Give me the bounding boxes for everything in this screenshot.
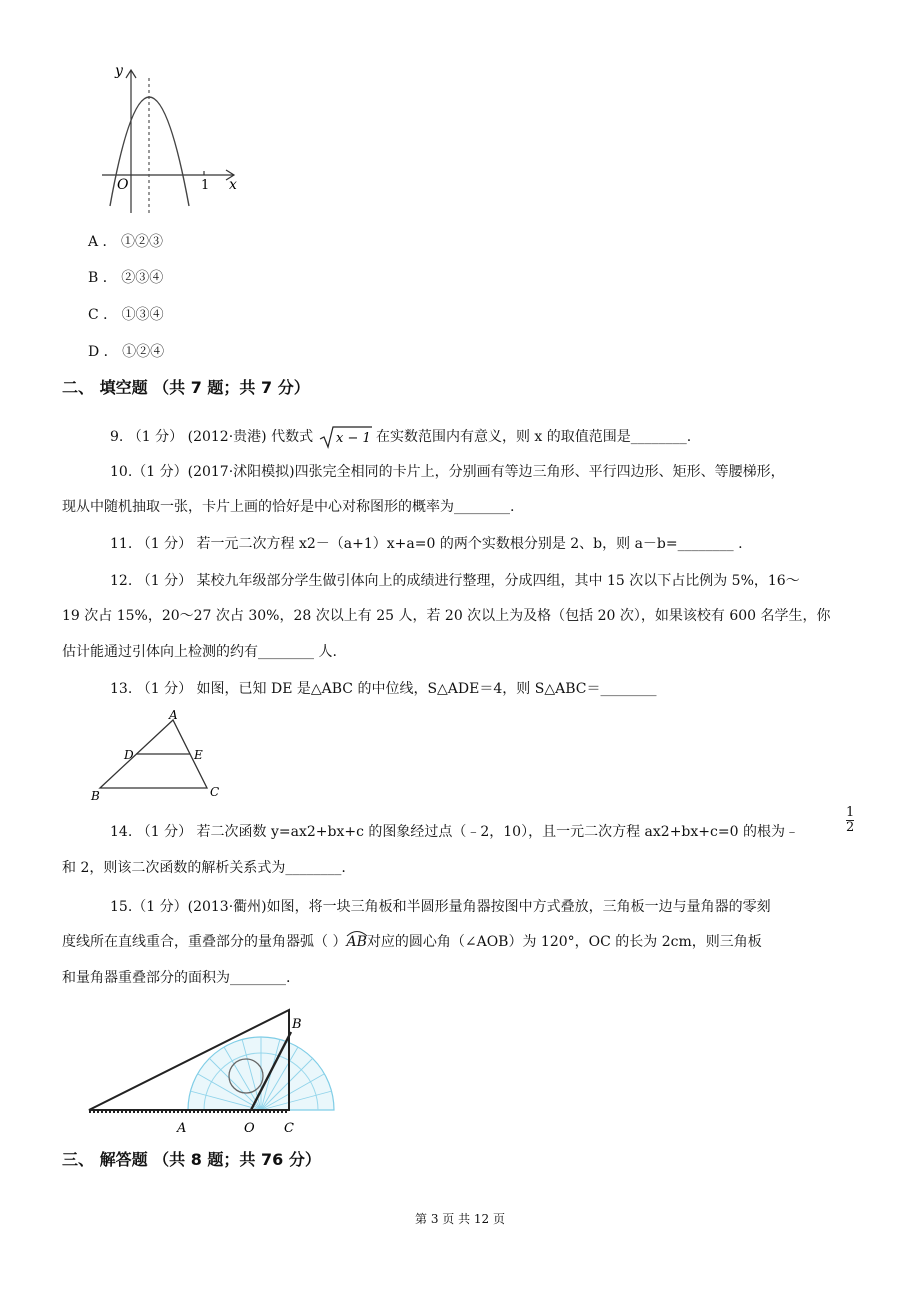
question-14-line1 bbox=[110, 822, 799, 842]
option-a[interactable] bbox=[88, 232, 163, 252]
vertex-a: A bbox=[169, 708, 178, 722]
point-o: O bbox=[244, 1121, 255, 1136]
q15-line2a: 度线所在直线重合，重叠部分的量角器弧（ ） bbox=[62, 934, 347, 950]
fraction-denominator: 2 bbox=[846, 820, 855, 835]
option-value: ②③④ bbox=[121, 270, 164, 286]
question-12-line2: 19 次占 15%，20～27 次占 30%，28 次以上有 25 人，若 20 次以上为及格（包括 20 次），如果该校有 600 名学生，你 bbox=[62, 608, 831, 624]
option-label: D ． bbox=[88, 344, 118, 360]
page-footer: 第 3 页 共 12 页 bbox=[415, 1212, 505, 1226]
option-label: A ． bbox=[88, 234, 117, 250]
arc-mark-icon bbox=[346, 929, 368, 937]
protractor-figure bbox=[84, 996, 346, 1138]
option-value: ①③④ bbox=[121, 307, 164, 323]
origin-label: O bbox=[117, 177, 129, 193]
option-b[interactable] bbox=[88, 268, 163, 288]
point-a: A bbox=[177, 1121, 187, 1136]
arc-ab-label: AB bbox=[346, 934, 367, 950]
question-12-line3: 估计能通过引体向上检测的约有________ 人. bbox=[62, 644, 337, 660]
section-title-fill-in: 二、 填空题 （共 7 题；共 7 分） bbox=[62, 378, 310, 397]
sqrt-expression bbox=[318, 424, 372, 450]
q9-post: 在实数范围内有意义，则 x 的取值范围是________. bbox=[375, 429, 692, 445]
question-10-line1: 10.（1 分）(2017·沭阳模拟)四张完全相同的卡片上，分别画有等边三角形、平行四边形、矩形、等腰梯形， bbox=[110, 464, 785, 480]
vertex-b: B bbox=[91, 789, 100, 803]
fraction-numerator: 1 bbox=[846, 805, 855, 820]
vertex-e: E bbox=[194, 748, 203, 762]
option-value: ①②③ bbox=[121, 234, 164, 250]
question-9 bbox=[110, 424, 691, 450]
parabola-graph bbox=[96, 58, 246, 218]
question-10-line2: 现从中随机抽取一张，卡片上画的恰好是中心对称图形的概率为________. bbox=[62, 499, 515, 515]
q14-line1: 14. （1 分） 若二次函数 y=ax2+bx+c 的图象经过点（﹣2，10），且一元二次方程 ax2+bx+c=0 的根为﹣ bbox=[110, 824, 799, 840]
option-d[interactable] bbox=[88, 342, 164, 362]
fraction-one-half bbox=[846, 806, 854, 835]
q15-line2b: 对应的圆心角（∠AOB）为 120°，OC 的长为 2cm，则三角板 bbox=[366, 934, 762, 950]
option-value: ①②④ bbox=[122, 344, 165, 360]
arc-ab-symbol bbox=[346, 932, 366, 952]
point-c: C bbox=[284, 1121, 294, 1136]
question-12-line1: 12. （1 分） 某校九年级部分学生做引体向上的成绩进行整理，分成四组，其中 15 次以下占比例为 5%，16～ bbox=[110, 573, 800, 589]
question-15-line2 bbox=[62, 932, 762, 952]
option-label: C ． bbox=[88, 307, 118, 323]
question-15-line3: 和量角器重叠部分的面积为________. bbox=[62, 970, 291, 986]
question-15-line1: 15.（1 分）(2013·衢州)如图，将一块三角板和半圆形量角器按图中方式叠放，三角板一边与量角器的零刻 bbox=[110, 899, 771, 915]
q9-pre: 9. （1 分） (2012·贵港) 代数式 bbox=[110, 429, 314, 445]
question-11: 11. （1 分） 若一元二次方程 x2－（a+1）x+a=0 的两个实数根分别是 2、b，则 a－b=________ . bbox=[110, 536, 743, 552]
vertex-d: D bbox=[124, 748, 134, 762]
radicand: x − 1 bbox=[335, 431, 371, 446]
vertex-c: C bbox=[210, 785, 220, 799]
option-c[interactable] bbox=[88, 305, 164, 325]
point-b: B bbox=[292, 1017, 302, 1032]
question-13: 13. （1 分） 如图，已知 DE 是△ABC 的中位线，S△ADE＝4，则 S△ABC＝________ bbox=[110, 681, 657, 697]
y-axis-label: y bbox=[115, 63, 123, 79]
option-label: B ． bbox=[88, 270, 117, 286]
x-axis-label: x bbox=[229, 177, 237, 193]
tick-label: 1 bbox=[201, 178, 210, 193]
question-14-line2: 和 2，则该二次函数的解析关系式为________. bbox=[62, 860, 346, 876]
section-title-answer: 三、 解答题 （共 8 题；共 76 分） bbox=[62, 1150, 321, 1169]
triangle-figure bbox=[88, 706, 238, 806]
